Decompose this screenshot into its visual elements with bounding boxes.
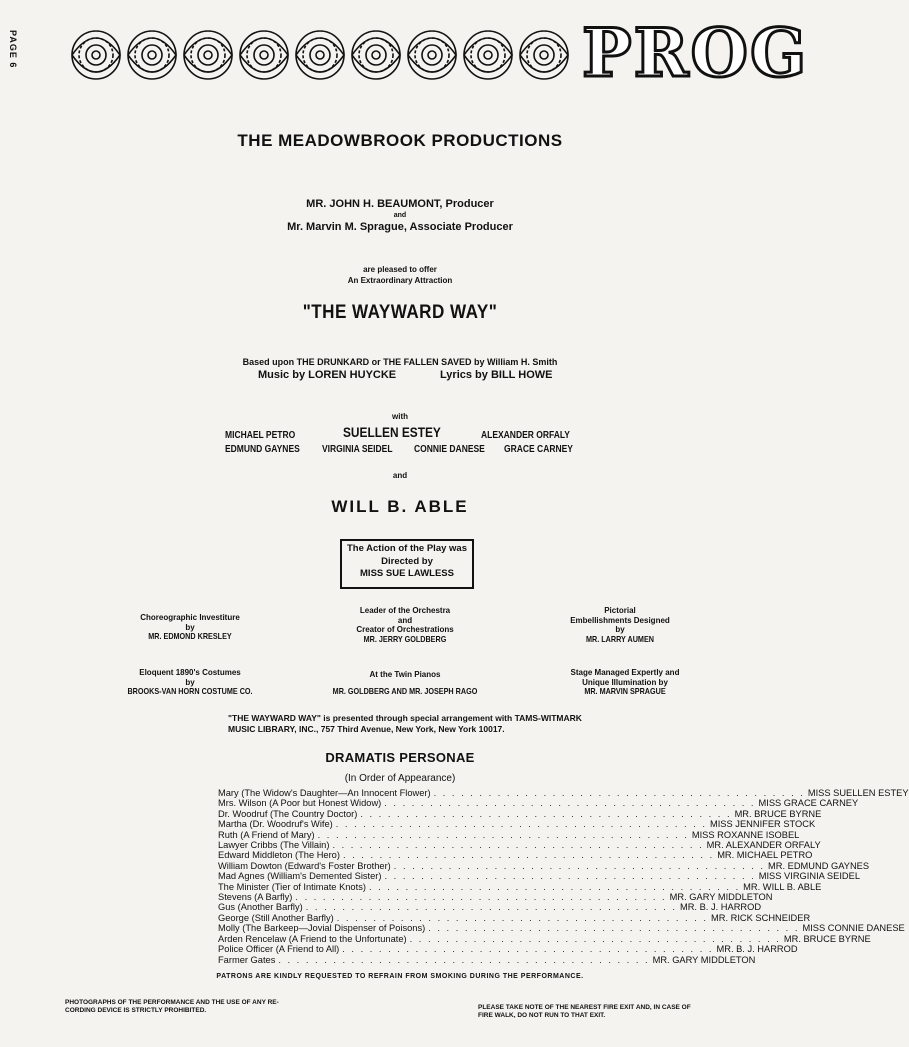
headliner-name: WILL B. ABLE: [331, 497, 469, 516]
page-number: PAGE 6: [8, 30, 18, 69]
actor-name: MISS JENNIFER STOCK: [709, 819, 816, 830]
actor-name: MR. GARY MIDDLETON: [669, 892, 773, 903]
stage-name: MR. MARVIN SPRAGUE: [584, 686, 666, 696]
scroll-ring: [260, 51, 268, 59]
leader-dots: . . . . . . . . . . . . . . . . . . . . . . . . . . . . . . . . . . . . . . . . .: [384, 871, 756, 882]
cast-list-row: [218, 860, 870, 871]
music-credit: Music by LOREN HUYCKE: [258, 369, 397, 381]
cast-list: [218, 788, 909, 934]
orch-line-1: Leader of the Orchestra: [359, 606, 451, 615]
cast-alexander-orfaly: ALEXANDER ORFALY: [481, 430, 570, 441]
cast-star-suellen-estey: SUELLEN ESTEY: [343, 424, 441, 440]
actor-name: MR. WILL B. ABLE: [743, 881, 822, 892]
cast-list-row: [218, 829, 800, 840]
offer-line-2: An Extraordinary Attraction: [347, 276, 453, 285]
cast-list-row: [218, 798, 859, 809]
role-name: William Dowton (Edward's Foster Brother): [218, 860, 391, 871]
cast-list-row: [218, 788, 909, 798]
scroll-ring: [204, 51, 212, 59]
actor-name: MISS ROXANNE ISOBEL: [691, 829, 800, 840]
pict-name: MR. LARRY AUMEN: [586, 633, 654, 644]
company-title: THE MEADOWBROOK PRODUCTIONS: [237, 131, 563, 150]
leader-dots: . . . . . . . . . . . . . . . . . . . . . . . . . . . . . . . . . . . . . . . . .: [295, 892, 667, 903]
cost-line-2: by: [185, 677, 195, 687]
leader-dots: . . . . . . . . . . . . . . . . . . . . . . . . . . . . . . . . . . . . . . . . .: [433, 788, 805, 798]
dramatis-personae-subtitle: (In Order of Appearance): [344, 773, 456, 784]
scroll-ring: [254, 45, 274, 65]
choreo-name: MR. EDMOND KRESLEY: [148, 631, 232, 641]
leader-dots: . . . . . . . . . . . . . . . . . . . . . . . . . . . . . . . . . . . . . . . . .: [317, 829, 689, 840]
scroll-ring: [142, 45, 162, 65]
photo-line-2: CORDING DEVICE IS STRICTLY PROHIBITED.: [65, 1007, 207, 1014]
piano-line-1: At the Twin Pianos: [369, 670, 441, 679]
associate-producer-line: Mr. Marvin M. Sprague, Associate Producer: [287, 221, 513, 233]
leader-dots: . . . . . . . . . . . . . . . . . . . . . . . . . . . . . . . . . . . . . . . . .: [409, 934, 781, 944]
fire-exit-notice: [478, 1004, 691, 1020]
scroll-ring: [478, 45, 498, 65]
producer-and: and: [393, 212, 407, 219]
actor-name: MISS VIRGINIA SEIDEL: [758, 871, 860, 882]
actor-name: MR. EDMUND GAYNES: [768, 860, 870, 871]
leader-dots: . . . . . . . . . . . . . . . . . . . . . . . . . . . . . . . . . . . . . . . . .: [368, 881, 741, 892]
actor-name: MISS SUELLEN ESTEY: [807, 788, 909, 798]
photo-line-1: PHOTOGRAPHS OF THE PERFORMANCE AND THE USE OF ANY RE-: [65, 999, 279, 1006]
role-name: Stevens (A Barfly): [218, 892, 293, 903]
actor-name: MISS GRACE CARNEY: [758, 798, 859, 809]
stage-line-2: Unique Illumination by: [582, 677, 668, 687]
leader-dots: . . . . . . . . . . . . . . . . . . . . . . . . . . . . . . . . . . . . . . . . .: [336, 912, 708, 923]
orch-name: MR. JERRY GOLDBERG: [363, 633, 447, 644]
cast-connie-danese: CONNIE DANESE: [414, 444, 485, 455]
stage-manager-credit: [555, 668, 695, 697]
scroll-ring: [86, 45, 106, 65]
choreo-line-2: by: [185, 622, 195, 632]
dramatis-personae-title: DRAMATIS PERSONAE: [325, 750, 475, 765]
cast-list-secondary: [218, 934, 871, 965]
role-name: Dr. Woodruf (The Country Doctor): [218, 808, 358, 819]
scroll-ring: [422, 45, 442, 65]
costume-credit: [110, 668, 270, 697]
leader-dots: . . . . . . . . . . . . . . . . . . . . . . . . . . . . . . . . . . . . . . . . .: [332, 840, 704, 851]
cast-list-row: [218, 819, 816, 830]
cast-virginia-seidel: VIRGINIA SEIDEL: [322, 444, 393, 455]
role-name: Mad Agnes (William's Demented Sister): [218, 871, 382, 882]
header-banner-word: PROG: [582, 14, 809, 92]
based-upon-line: Based upon THE DRUNKARD or THE FALLEN SAVED by William H. Smith: [242, 357, 558, 367]
leader-dots: . . . . . . . . . . . . . . . . . . . . . . . . . . . . . . . . . . . . . . . . .: [342, 850, 715, 861]
fire-line-2: FIRE WALK, DO NOT RUN TO THAT EXIT.: [478, 1012, 606, 1019]
role-name: Molly (The Barkeep—Jovial Dispenser of Poisons): [218, 923, 426, 934]
orchestra-credit: [325, 606, 485, 644]
leader-dots: . . . . . . . . . . . . . . . . . . . . . . . . . . . . . . . . . . . . . . . . .: [335, 819, 707, 830]
role-name: Edward Middleton (The Hero): [218, 850, 340, 861]
leader-dots: . . . . . . . . . . . . . . . . . . . . . . . . . . . . . . . . . . . . . . . . .: [305, 902, 677, 913]
cast-list-row: [218, 944, 798, 955]
scroll-ring: [534, 45, 554, 65]
actor-name: MR. BRUCE BYRNE: [783, 934, 871, 944]
cast-michael-petro: MICHAEL PETRO: [225, 430, 296, 441]
actor-name: MR. GARY MIDDLETON: [652, 954, 756, 965]
scroll-ring: [92, 51, 100, 59]
cast-list-row: [218, 871, 860, 882]
actor-name: MR. B. J. HARROD: [679, 902, 762, 913]
actor-name: MR. ALEXANDER ORFALY: [706, 840, 821, 851]
leader-dots: . . . . . . . . . . . . . . . . . . . . . . . . . . . . . . . . . . . . . . . . .: [384, 798, 756, 809]
scroll-ring: [310, 45, 330, 65]
director-name: MISS SUE LAWLESS: [360, 568, 454, 579]
cast-list-row: [218, 808, 822, 819]
director-line-1: The Action of the Play was: [346, 543, 467, 554]
cast-list-row: [218, 912, 811, 923]
role-name: Farmer Gates: [218, 954, 276, 965]
scroll-ring: [540, 51, 548, 59]
scroll-ring: [366, 45, 386, 65]
role-name: Martha (Dr. Woodruf's Wife): [218, 819, 333, 830]
arrangement-notice: "THE WAYWARD WAY" is presented through special arrangement with TAMS-WITMARK MUSIC LIBRARY, INC., 757 Third Avenue, New York, New York 10017.: [228, 713, 582, 734]
role-name: Lawyer Cribbs (The Villain): [218, 840, 330, 851]
leader-dots: . . . . . . . . . . . . . . . . . . . . . . . . . . . . . . . . . . . . . . . . .: [428, 923, 800, 934]
leader-dots: . . . . . . . . . . . . . . . . . . . . . . . . . . . . . . . . . . . . . . . . .: [278, 954, 650, 965]
actor-name: MR. B. J. HARROD: [716, 944, 798, 955]
actor-name: MR. MICHAEL PETRO: [717, 850, 813, 861]
lyrics-credit: Lyrics by BILL HOWE: [440, 369, 553, 381]
orch-line-3: Creator of Orchestrations: [356, 625, 454, 634]
pict-line-2: Embellishments Designed: [570, 615, 670, 625]
fire-line-1: PLEASE TAKE NOTE OF THE NEAREST FIRE EXIT AND, IN CASE OF: [478, 1004, 691, 1011]
scroll-ring: [316, 51, 324, 59]
pict-line-1: Pictorial: [604, 606, 636, 615]
director-credit-box: [340, 539, 474, 589]
role-name: The Minister (Tier of Intimate Knots): [218, 881, 366, 892]
cast-list-row: [218, 881, 822, 892]
director-line-2: Directed by: [381, 555, 433, 567]
role-name: Police Officer (A Friend to All): [218, 944, 340, 955]
producer-line: MR. JOHN H. BEAUMONT, Producer: [306, 198, 494, 210]
scroll-ring: [198, 45, 218, 65]
cast-list-row: [218, 902, 762, 913]
piano-credit: [300, 670, 510, 696]
photography-notice: [65, 999, 279, 1015]
scroll-ring: [372, 51, 380, 59]
scroll-ring: [428, 51, 436, 59]
cost-name: BROOKS-VAN HORN COSTUME CO.: [127, 686, 253, 696]
scroll-ring: [484, 51, 492, 59]
actor-name: MISS CONNIE DANESE: [802, 923, 905, 934]
no-smoking-notice: PATRONS ARE KINDLY REQUESTED TO REFRAIN FROM SMOKING DURING THE PERFORMANCE.: [216, 973, 584, 980]
choreo-line-1: Choreographic Investiture: [140, 613, 240, 622]
role-name: Arden Rencelaw (A Friend to the Unfortunate): [218, 934, 407, 944]
role-name: Mary (The Widow's Daughter—An Innocent Flower): [218, 788, 431, 798]
piano-name: MR. GOLDBERG AND MR. JOSEPH RAGO: [332, 685, 478, 696]
pictorial-credit: [545, 606, 695, 644]
and-label: and: [392, 471, 408, 480]
cast-edmund-gaynes: EDMUND GAYNES: [225, 444, 300, 455]
role-name: George (Still Another Barfly): [218, 912, 334, 923]
actor-name: MR. BRUCE BYRNE: [734, 808, 822, 819]
cost-line-1: Eloquent 1890's Costumes: [139, 668, 241, 677]
offer-line-1: are pleased to offer: [363, 265, 437, 274]
cast-list-row: [218, 840, 821, 851]
cast-list-row: [218, 892, 773, 903]
cast-grace-carney: GRACE CARNEY: [504, 444, 573, 455]
leader-dots: . . . . . . . . . . . . . . . . . . . . . . . . . . . . . . . . . . . . . . . . .: [393, 860, 766, 871]
cast-list-row: [218, 934, 871, 944]
with-label: with: [392, 412, 408, 421]
scroll-ring: [148, 51, 156, 59]
orch-line-2: and: [397, 615, 413, 625]
role-name: Mrs. Wilson (A Poor but Honest Widow): [218, 798, 382, 809]
cast-list-row: [218, 923, 905, 934]
leader-dots: . . . . . . . . . . . . . . . . . . . . . . . . . . . . . . . . . . . . . . . . .: [360, 808, 732, 819]
leader-dots: . . . . . . . . . . . . . . . . . . . . . . . . . . . . . . . . . . . . . . . . .: [342, 944, 714, 955]
actor-name: MR. RICK SCHNEIDER: [710, 912, 811, 923]
pict-line-3: by: [615, 625, 625, 634]
cast-list-row: [218, 850, 813, 861]
ornamental-scroll-border: [66, 20, 576, 90]
role-name: Ruth (A Friend of Mary): [218, 829, 315, 840]
cast-list-row: [218, 954, 756, 965]
show-title: "THE WAYWARD WAY": [302, 302, 498, 323]
choreography-credit: [120, 613, 260, 642]
role-name: Gus (Another Barfly): [218, 902, 303, 913]
stage-line-1: Stage Managed Expertly and: [570, 668, 680, 677]
